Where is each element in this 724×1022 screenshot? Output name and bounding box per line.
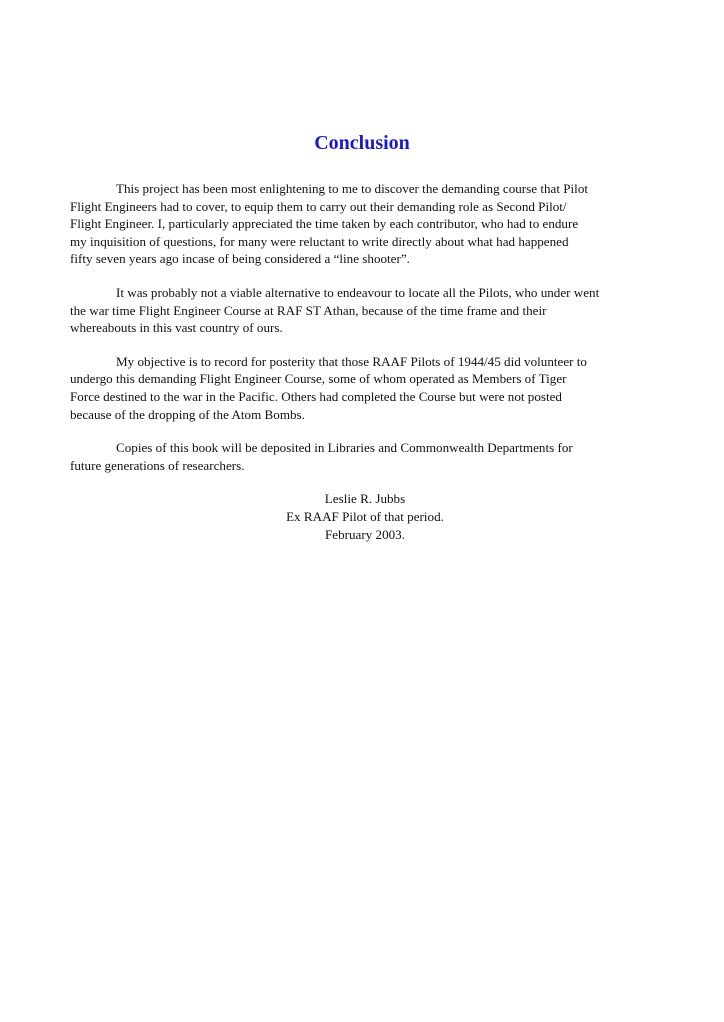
paragraph-line: Force destined to the war in the Pacific. Others had completed the Course but were not posted — [70, 388, 562, 404]
paragraph-line: Flight Engineer. I, particularly appreciated the time taken by each contributor, who had to endure — [70, 216, 579, 232]
paragraph-line: my inquisition of questions, for many were reluctant to write directly about what had happened — [70, 233, 569, 249]
paragraph-line: fifty seven years ago incase of being considered a “line shooter”. — [70, 251, 410, 267]
signature-name: Leslie R. Jubbs — [324, 491, 406, 507]
paragraph-1 — [70, 180, 660, 268]
page-title: Conclusion — [314, 132, 410, 154]
paragraph-line: Flight Engineers had to cover, to equip them to carry out their demanding role as Second Pilot/ — [70, 198, 567, 214]
paragraph-4 — [70, 439, 660, 474]
paragraph-line: It was probably not a viable alternative to endeavour to locate all the Pilots, who under went — [116, 284, 600, 300]
paragraph-line: because of the dropping of the Atom Bombs. — [70, 406, 305, 422]
paragraph-line: Copies of this book will be deposited in Libraries and Commonwealth Departments for — [116, 440, 573, 456]
paragraph-line: My objective is to record for posterity that those RAAF Pilots of 1944/45 did volunteer to — [116, 353, 587, 369]
paragraph-3 — [70, 353, 660, 423]
paragraph-line: This project has been most enlightening to me to discover the demanding course that Pilot — [116, 181, 589, 196]
paragraph-line: future generations of researchers. — [70, 457, 245, 473]
paragraph-line: the war time Flight Engineer Course at RAF ST Athan, because of the time frame and their — [70, 302, 547, 318]
signature-role: Ex RAAF Pilot of that period. — [286, 508, 444, 524]
document-body — [70, 180, 660, 543]
signature-date: February 2003. — [324, 526, 405, 542]
paragraph-2 — [70, 284, 660, 337]
paragraph-line: undergo this demanding Flight Engineer Course, some of whom operated as Members of Tiger — [70, 371, 567, 387]
signature-block — [70, 490, 660, 543]
paragraph-line: whereabouts in this vast country of ours. — [70, 320, 283, 336]
